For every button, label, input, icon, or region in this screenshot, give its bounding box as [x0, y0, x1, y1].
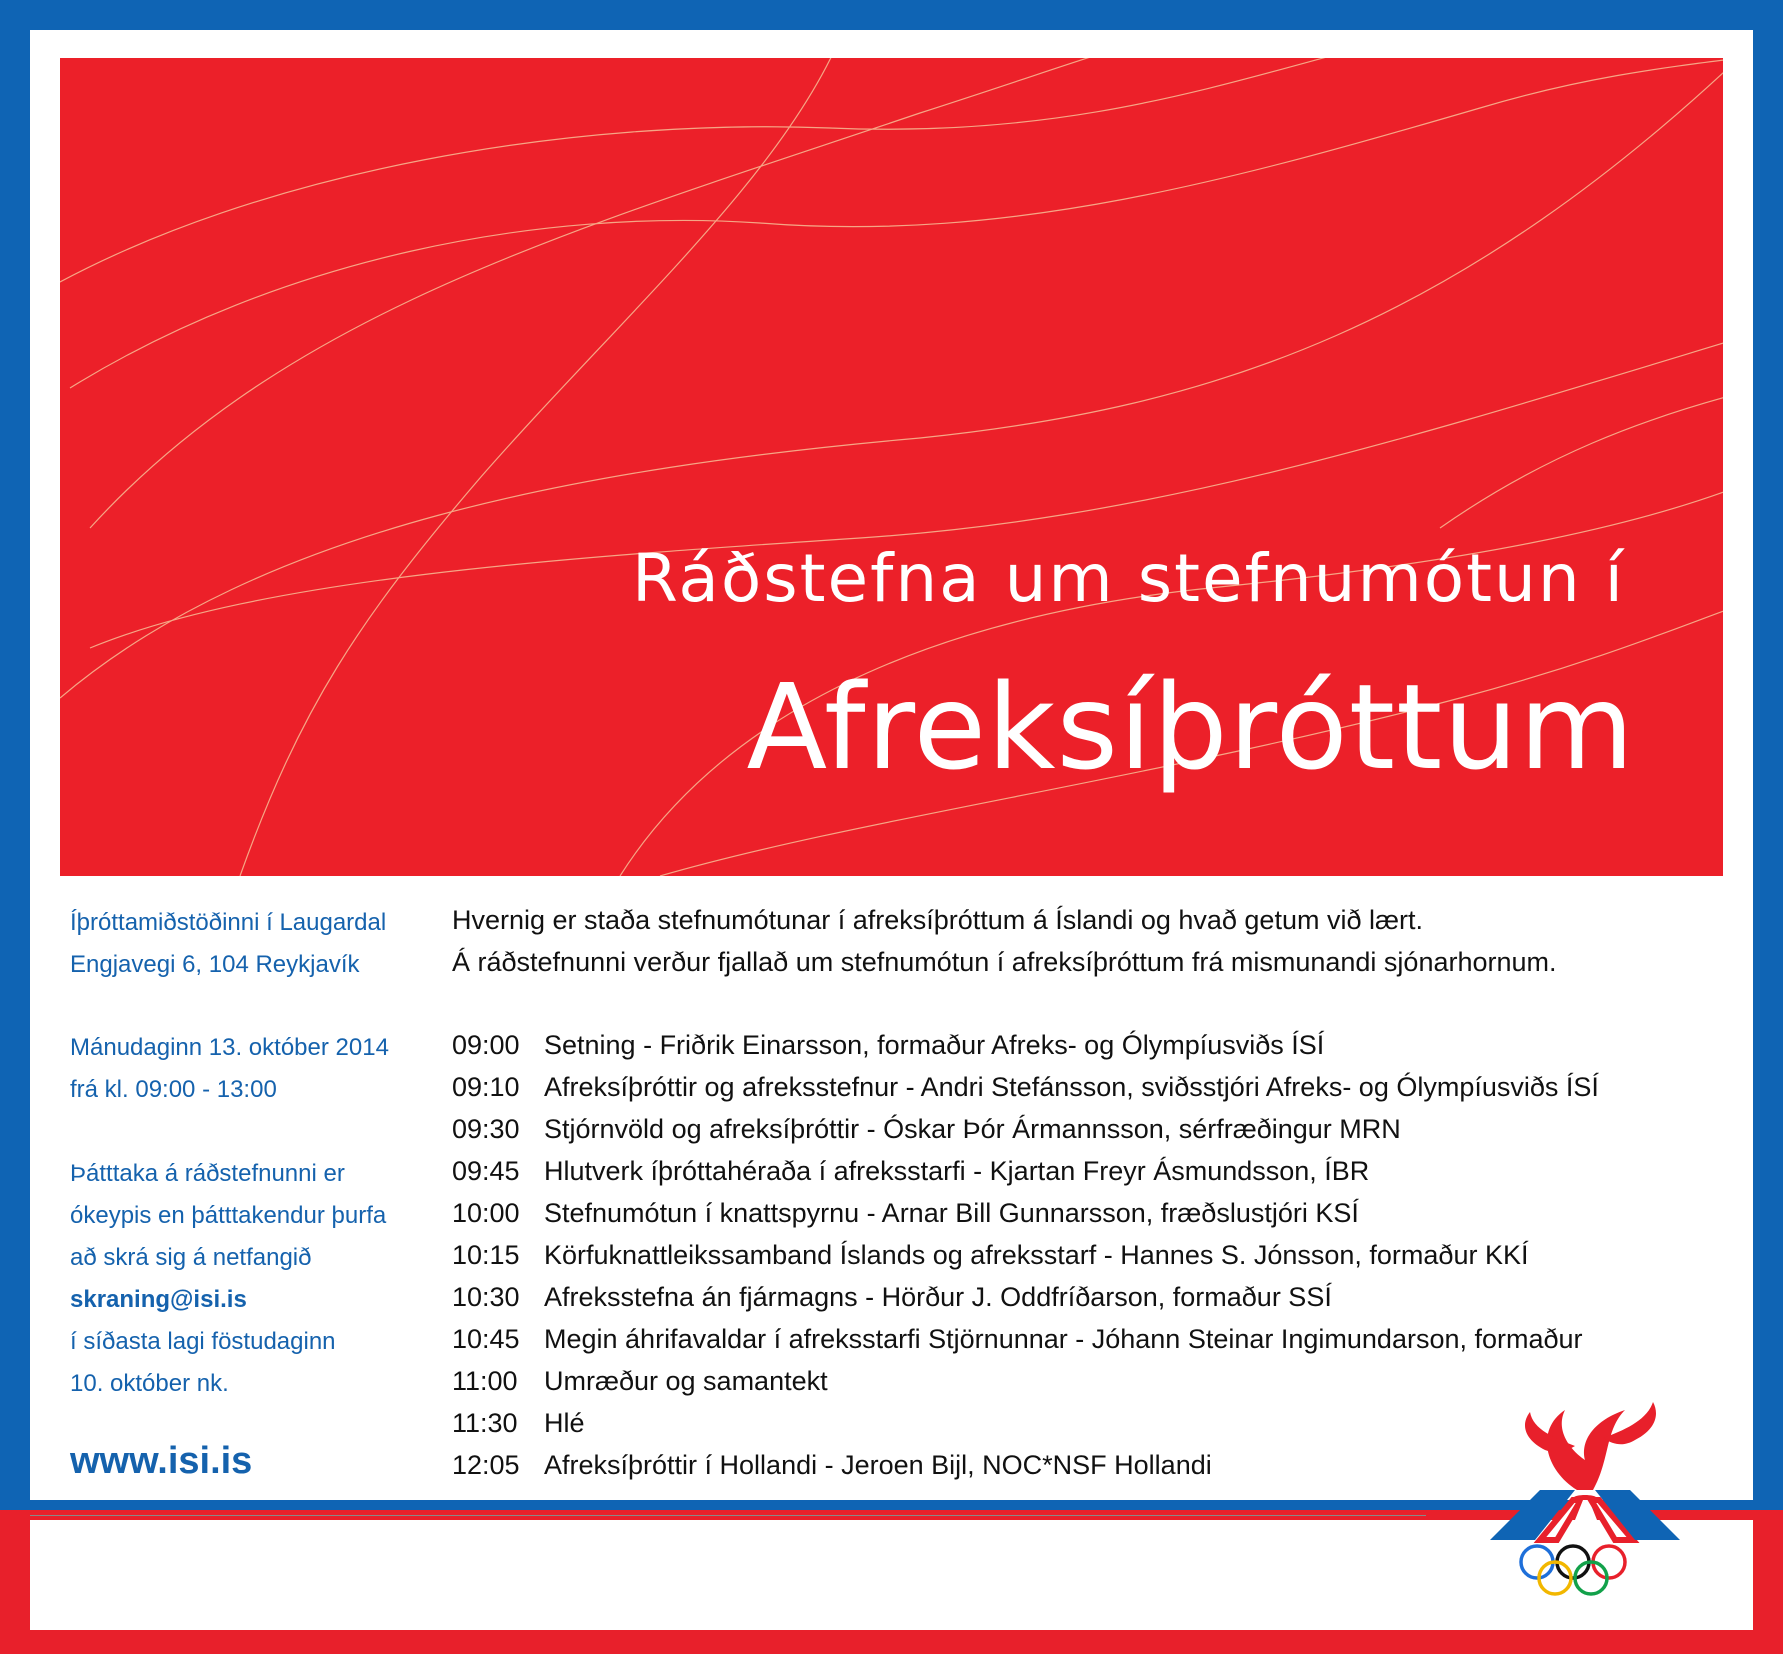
registration-email-link[interactable]: skraning@isi.is [70, 1286, 247, 1313]
schedule-text: Umræður og samantekt [544, 1366, 828, 1396]
schedule-row [452, 1324, 1583, 1355]
registration-line-5: 10. október nk. [70, 1370, 229, 1397]
date-line-2: frá kl. 09:00 - 13:00 [70, 1076, 277, 1103]
venue-line-1: Íþróttamiðstöðinni í Laugardal [70, 909, 387, 936]
title-banner [60, 58, 1723, 876]
schedule-time: 10:00 [452, 1198, 520, 1228]
schedule-time: 09:00 [452, 1030, 520, 1060]
schedule-time: 11:30 [452, 1408, 518, 1438]
divider-line [30, 1515, 1426, 1516]
schedule-row [452, 1030, 1324, 1061]
schedule-row [452, 1198, 1359, 1229]
frame-left-border [0, 0, 30, 1500]
schedule-time: 10:15 [452, 1240, 520, 1270]
schedule-row [452, 1366, 828, 1397]
schedule-row [452, 1240, 1528, 1271]
title-line-2: Afreksíþróttum [746, 658, 1635, 796]
frame-right-border [1753, 0, 1783, 1500]
schedule-time: 10:45 [452, 1324, 520, 1354]
schedule-time: 09:45 [452, 1156, 520, 1186]
schedule-text: Stefnumótun í knattspyrnu - Arnar Bill Gunnarsson, fræðslustjóri KSÍ [544, 1198, 1359, 1228]
schedule-text: Körfuknattleikssamband Íslands og afreksstarf - Hannes S. Jónsson, formaður KKÍ [544, 1240, 1529, 1270]
isi-flame-olympic-rings-icon [1485, 1390, 1685, 1604]
schedule-time: 09:30 [452, 1114, 520, 1144]
venue-line-2: Engjavegi 6, 104 Reykjavík [70, 951, 360, 978]
schedule-time: 12:05 [452, 1450, 520, 1480]
title-line-1: Ráðstefna um stefnumótun í [632, 540, 1625, 617]
registration-line-4: í síðasta lagi föstudaginn [70, 1328, 336, 1355]
schedule-text: Setning - Friðrik Einarsson, formaður Afreks- og Ólympíusviðs ÍSÍ [544, 1030, 1325, 1060]
schedule-row [452, 1408, 585, 1439]
date-line-1: Mánudaginn 13. október 2014 [70, 1034, 389, 1061]
schedule-row [452, 1450, 1212, 1481]
registration-line-2: ókeypis en þátttakendur þurfa [70, 1202, 387, 1229]
frame-top-border [0, 0, 1783, 30]
schedule-row [452, 1282, 1332, 1313]
registration-line-3: að skrá sig á netfangið [70, 1244, 312, 1271]
schedule-row [452, 1156, 1369, 1187]
description-line-2: Á ráðstefnunni verður fjallað um stefnumótun í afreksíþróttum frá mismunandi sjónarhornum. [452, 947, 1557, 977]
schedule-text: Afreksstefna án fjármagns - Hörður J. Oddfríðarson, formaður SSÍ [544, 1282, 1332, 1312]
schedule-row [452, 1072, 1599, 1103]
schedule-time: 11:00 [452, 1366, 518, 1396]
schedule-time: 09:10 [452, 1072, 520, 1102]
website-link[interactable]: www.isi.is [70, 1440, 253, 1482]
schedule-text: Hlé [544, 1408, 585, 1438]
schedule-text: Stjórnvöld og afreksíþróttir - Óskar Þór Ármannsson, sérfræðingur MRN [544, 1114, 1401, 1144]
frame-bottom-border [0, 1630, 1783, 1654]
schedule-text: Afreksíþróttir og afreksstefnur - Andri Stefánsson, sviðsstjóri Afreks- og Ólympíusviðs ÍSÍ [544, 1072, 1599, 1102]
schedule-text: Afreksíþróttir í Hollandi - Jeroen Bijl, NOC*NSF Hollandi [544, 1450, 1212, 1480]
registration-line-1: Þátttaka á ráðstefnunni er [70, 1160, 345, 1187]
schedule-time: 10:30 [452, 1282, 520, 1312]
schedule-row [452, 1114, 1401, 1145]
schedule-text: Megin áhrifavaldar í afreksstarfi Stjörnunnar - Jóhann Steinar Ingimundarson, formaður [544, 1324, 1583, 1354]
schedule-text: Hlutverk íþróttahéraða í afreksstarfi - Kjartan Freyr Ásmundsson, ÍBR [544, 1156, 1370, 1186]
description-line-1: Hvernig er staða stefnumótunar í afreksíþróttum á Íslandi og hvað getum við lært. [452, 905, 1423, 935]
